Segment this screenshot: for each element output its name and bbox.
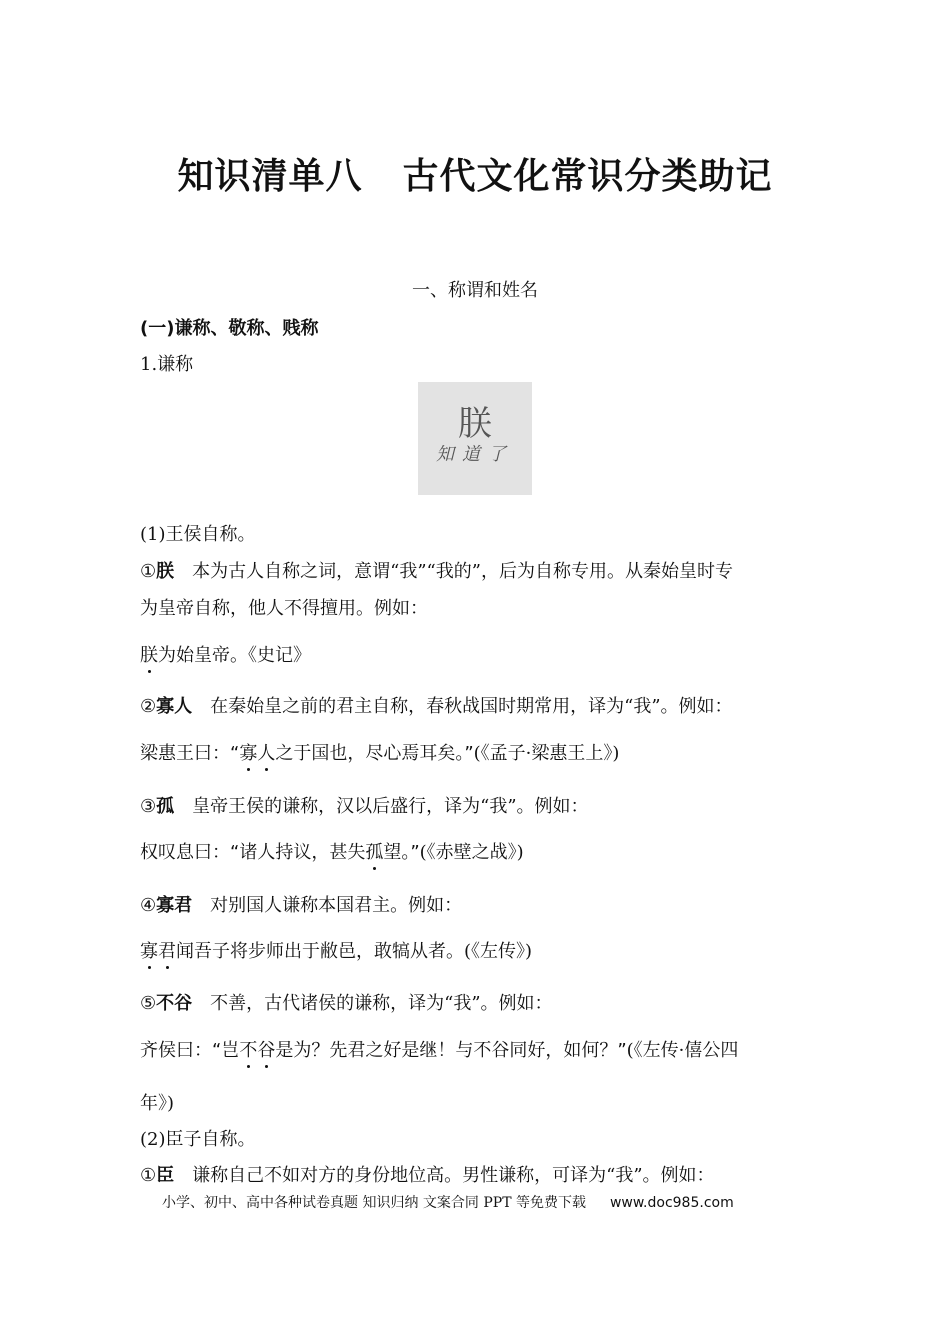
dotted-word: 谷 [257,1040,276,1061]
example-bugu [140,1036,738,1062]
example-source: (《左传》) [464,941,533,962]
example-text: 为始皇帝。 [158,645,248,666]
image-big-char: 朕 [458,404,492,444]
entry-zhen [140,557,733,583]
entry-desc: 谦称自己不如对方的身份地位高。男性谦称，可译为“我”。例如： [174,1165,715,1186]
example-text: 之于国也，尽心焉耳矣。” [275,743,474,764]
entry-term: 孤 [156,796,175,817]
entry-bugu [140,989,553,1015]
example-gu [140,838,524,864]
dotted-word: 寡 [140,941,158,962]
example-zhen [140,641,311,667]
title-part2: 古代文化常识分类助记 [402,155,773,197]
entry-term: 寡人 [156,696,193,717]
example-text: 齐侯曰：“岂 [140,1040,240,1061]
entry-desc: 在秦始皇之前的君主自称，春秋战国时期常用，译为“我”。例如： [192,696,733,717]
entry-number: ④ [140,895,157,916]
entry-number: ⑤ [140,993,157,1014]
entry-desc: 皇帝王侯的谦称，汉以后盛行，译为“我”。例如： [174,796,589,817]
dotted-word: 君 [158,941,176,962]
example-source: (《孟子·梁惠王上》) [473,743,620,764]
example-source: (《赤壁之战》) [419,842,524,863]
footer-link[interactable]: www.doc985.com [609,1195,734,1211]
example-guaren [140,739,619,765]
dotted-word: 寡 [239,743,258,764]
example-text: 权叹息曰：“诸人持议，甚失 [140,842,366,863]
entry-number: ① [140,1165,157,1186]
footer-text: 小学、初中、高中各种试卷真题 知识归纳 文案合同 PPT 等免费下载 [162,1195,586,1211]
image-small-text: 知道了 [436,444,514,465]
entry-term: 寡君 [156,895,193,916]
example-text: 闻吾子将步师出于敝邑，敢犒从者。 [176,941,464,962]
entry-desc: 不善，古代诸侯的谦称，译为“我”。例如： [192,993,553,1014]
entry-desc: 本为古人自称之词，意谓“我”“我的”，后为自称专用。从秦始皇时专 [174,561,733,582]
subsection-heading: (一)谦称、敬称、贱称 [140,318,319,339]
subsubsection-label: 1.谦称 [140,354,194,375]
example-text: 是为？先君之好是继！与不谷同好，如何？” [275,1040,627,1061]
dotted-word: 不 [239,1040,258,1061]
entry-gu [140,792,589,818]
example-text: 梁惠王曰：“ [140,743,240,764]
entry-term: 臣 [156,1165,175,1186]
entry-term: 不谷 [156,993,193,1014]
entry-term: 朕 [156,561,175,582]
dotted-word: 人 [257,743,276,764]
section-heading: 一、称谓和姓名 [412,280,538,301]
dotted-word: 朕 [140,645,158,666]
title-part1: 知识清单八 [177,155,363,197]
example-guajun [140,937,532,963]
entry-number: ② [140,696,157,717]
paragraph-heading: (1)王侯自称。 [140,524,256,545]
entry-number: ① [140,561,157,582]
entry-number: ③ [140,796,157,817]
entry-guajun [140,891,462,917]
example-source: 《史记》 [248,645,311,666]
paragraph-heading-2: (2)臣子自称。 [140,1129,256,1150]
example-source: (《左传·僖公四 [626,1040,739,1061]
entry-guaren [140,692,733,718]
example-text: 望。” [383,842,420,863]
page-footer [162,1192,734,1212]
entry-chen [140,1161,715,1187]
page-title [0,148,950,199]
zhen-calligraphy-image [418,382,532,495]
entry-desc: 对别国人谦称本国君主。例如： [192,895,463,916]
entry-zhen-cont: 为皇帝自称，他人不得擅用。例如： [140,598,428,619]
example-bugu-cont: 年》) [140,1093,175,1114]
subsubsection-heading [140,350,193,376]
dotted-word: 孤 [365,842,384,863]
